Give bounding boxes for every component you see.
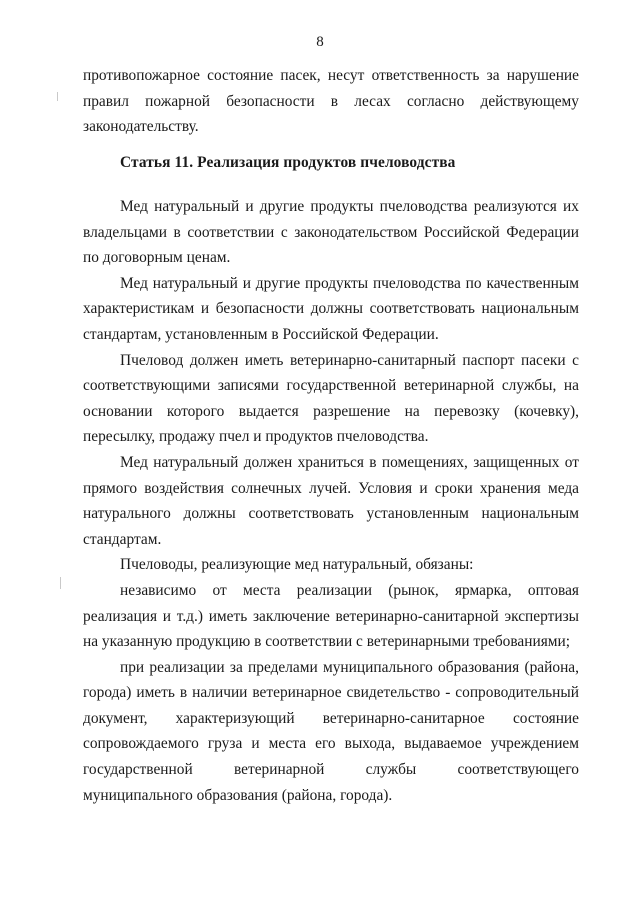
paragraph: Мед натуральный и другие продукты пчеловодства по качественным характеристикам и безопасности должны соответствовать национальным стандартам, установленным в Российской Федерации.: [83, 274, 579, 343]
paragraph: Пчеловоды, реализующие мед натуральный, обязаны:: [120, 556, 474, 574]
paragraph: независимо от места реализации (рынок, ярмарка, оптовая реализация и т.д.) иметь заключение ветеринарно-санитарной экспертизы на указанную продукцию в соответствии с ветеринарными требованиями;: [83, 581, 579, 651]
article-heading: Статья 11. Реализация продуктов пчеловодства: [120, 154, 456, 171]
intro-paragraph: противопожарное состояние пасек, несут ответственность за нарушение правил пожарной безопасности в лесах согласно действующему законодательству.: [83, 67, 579, 136]
page-number: 8: [316, 34, 324, 50]
intro-block: [83, 63, 579, 140]
scan-mark: [57, 92, 58, 101]
paragraph: при реализации за пределами муниципального образования (района, города) иметь в наличии ветеринарное свидетельство - сопроводительный документ, характеризующий ветеринарно-санитарное состояние сопровождаемого груза и места его выхода, выдаваемое учреждением государственной ветеринарной службы соответствующего муниципального образования (района, города).: [83, 658, 579, 804]
paragraph: Пчеловод должен иметь ветеринарно-санитарный паспорт пасеки с соответствующими записями государственной ветеринарной службы, на основании которого выдается разрешение на перевозку (кочевку), пересылку, продажу пчел и продуктов пчеловодства.: [83, 351, 579, 446]
paragraph: Мед натуральный должен храниться в помещениях, защищенных от прямого воздействия солнечных лучей. Условия и сроки хранения меда натурального должны соответствовать установленным национальным стандартам.: [83, 453, 579, 548]
article-body: [83, 194, 579, 808]
scan-mark: [60, 577, 61, 589]
paragraph: Мед натуральный и другие продукты пчеловодства реализуются их владельцами в соответствии с законодательством Российской Федерации по договорным ценам.: [83, 198, 579, 267]
